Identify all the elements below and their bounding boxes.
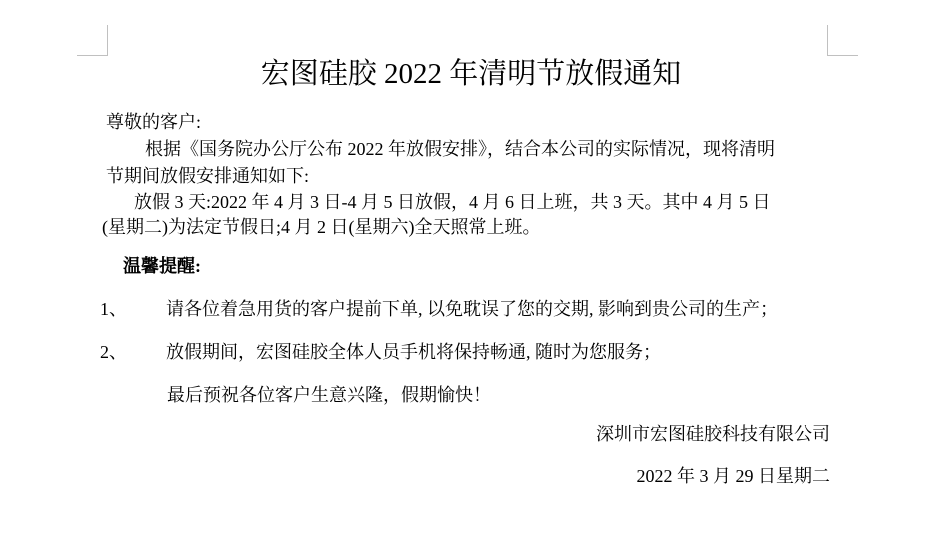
margin-crop-mark-top-left-vertical xyxy=(107,25,108,56)
note-1-text: 请各位着急用货的客户提前下单, 以免耽误了您的交期, 影响到贵公司的生产； xyxy=(166,299,778,319)
margin-crop-mark-top-right-vertical xyxy=(827,25,828,56)
paragraph-1-line-1: 根据《国务院办公厅公布 2022 年放假安排》，结合本公司的实际情况，现将清明 xyxy=(145,139,775,159)
reminder-heading: 温馨提醒: xyxy=(123,256,201,276)
paragraph-2-line-1: 放假 3 天:2022 年 4 月 3 日-4 月 5 日放假，4 月 6 日上班，共 3 天。其中 4 月 5 日 xyxy=(134,192,771,212)
note-item-1 xyxy=(100,299,778,319)
paragraph-1-line-2: 节期间放假安排通知如下: xyxy=(106,166,309,186)
closing-line: 最后预祝各位客户生意兴隆，假期愉快！ xyxy=(167,385,491,405)
note-item-2 xyxy=(100,342,661,362)
paragraph-2-line-2: (星期二)为法定节假日;4 月 2 日(星期六)全天照常上班。 xyxy=(102,217,541,237)
note-1-number: 1、 xyxy=(100,299,127,319)
signature-company: 深圳市宏图硅胶科技有限公司 xyxy=(596,424,830,444)
salutation: 尊敬的客户: xyxy=(106,112,202,132)
document-title: 宏图硅胶 2022 年清明节放假通知 xyxy=(260,58,682,90)
note-2-text: 放假期间，宏图硅胶全体人员手机将保持畅通, 随时为您服务； xyxy=(166,342,661,362)
margin-crop-mark-top-left-horizontal xyxy=(77,55,108,56)
signature-date: 2022 年 3 月 29 日星期二 xyxy=(636,466,830,486)
note-2-number: 2、 xyxy=(100,342,127,362)
margin-crop-mark-top-right-horizontal xyxy=(827,55,858,56)
